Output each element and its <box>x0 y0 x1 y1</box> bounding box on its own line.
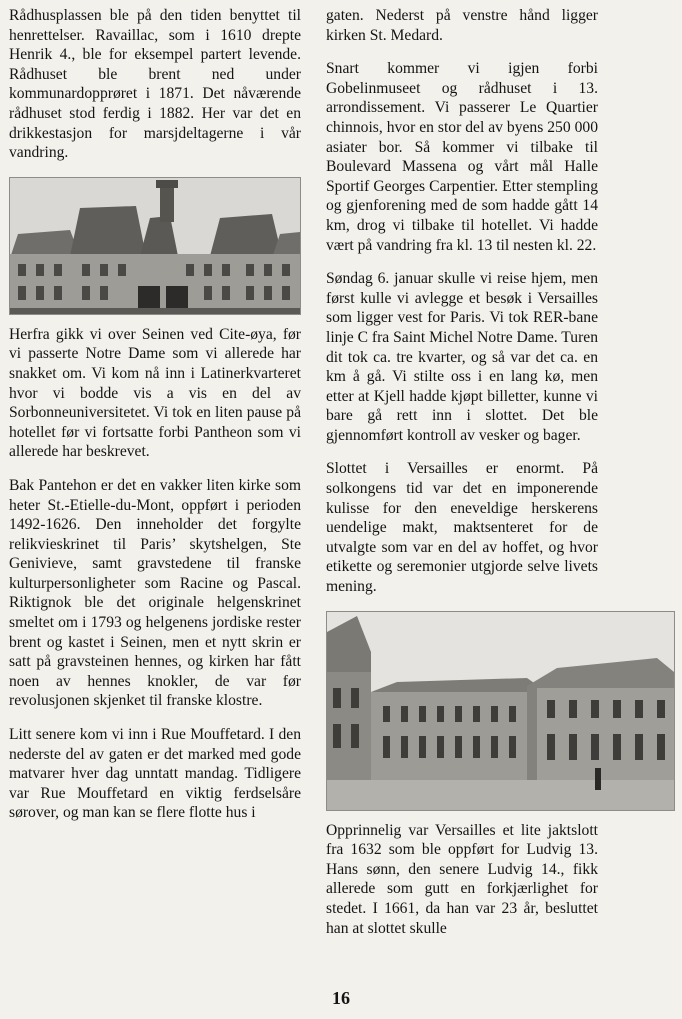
paragraph: Søndag 6. januar skulle vi reise hjem, men først kulle vi avlegge et besøk i Versailles som ligger vest for Paris. Vi tok RER-bane linje C fra Saint Michel Notre Dame. Turen dit tok ca. tre kvarter, og så var det ca. en km å gå. Vi stilte oss i en lang kø, men etter at Kjell hadde kjøpt billetter, kunne vi bare gå rett inn i slottet. Det ble gjennomført kontroll av vesker og bager. <box>326 270 598 444</box>
hotel-de-ville-photo <box>9 177 301 315</box>
paragraph: Opprinnelig var Versailles et lite jaktslott fra 1632 som ble oppført for Ludvig 13. Hans sønn, den senere Ludvig 14., fikk allerede som gutt en forkjærlighet for stedet. I 1661, da han var 23 år, besluttet han at slottet skulle <box>326 821 598 937</box>
right-column <box>326 6 598 952</box>
paragraph: Litt senere kom vi inn i Rue Mouffetard. I den nederste del av gaten er det marked med gode matvarer hver dag unntatt mandag. Tidligere var Rue Mouffetard en viktig ferdselsåre sørover, og man kan se flere flotte hus i <box>9 726 301 822</box>
left-column <box>9 6 301 837</box>
paragraph: Bak Pantehon er det en vakker liten kirke som heter St.-Etielle-du-Mont, oppført i perioden 1492-1626. Den inneholder det forgylte relikvieskrinet til Paris’ skytshelgen, Ste Genivieve, samt gravstedene til franske kulturpersonligheter som Racine og Pascal. Riktignok ble det originale helgenskrinet smeltet om i 1793 og helgenens jordiske rester brent og kastet i Seinen, men et nytt skrin er satt på gravsteinen hennes, og kirken har fått noen av hennes knokler, de var før revolusjonen skjenket til franske klostre. <box>9 476 301 710</box>
paragraph: Slottet i Versailles er enormt. På solkongens tid var det en imponerende kulisse for den eneveldige herskerens uendelige makt, maktsenteret for de utvalgte som var en del av hoffet, og hvor etikette og seremonier utgjorde selve livets mening. <box>326 460 598 596</box>
versailles-photo <box>326 611 675 811</box>
paragraph: Snart kommer vi igjen forbi Gobelinmuseet og rådhuset i 13. arrondissement. Vi passerer Le Quartier chinnois, hvor en stor del av byens 250 000 asiater bor. Så kommer vi tilbake til Boulevard Massena og vårt mål Halle Sportif Georges Carpentier. Etter stempling og gjenforening med de som hadde gått 14 km, drog vi tilbake til hotellet. Vi hadde vært på vandring fra kl. 13 til nesten kl. 22. <box>326 60 598 254</box>
paragraph: Herfra gikk vi over Seinen ved Cite-øya, før vi passerte Notre Dame som vi allerede har snakket om. Vi kom nå inn i Latinerkvarteret hvor vi bodde vis a vis en del av Sorbonneuniversitetet. Vi tok en liten pause på hotellet før vi fortsatte forbi Pantheon som vi allerede har beskrevet. <box>9 325 301 461</box>
page-number: 16 <box>332 988 350 1008</box>
paragraph: gaten. Nederst på venstre hånd ligger kirken St. Medard. <box>326 7 598 44</box>
paragraph: Rådhusplassen ble på den tiden benyttet til henrettelser. Ravaillac, som i 1610 drepte Henrik 4., ble for eksempel partert levende. Rådhuset ble brent ned under kommunardopprøret i 1871. Det nåværende rådhuset stod ferdig i 1882. Her var det en drikkestasjon for marsjdeltagerne i vår vandring. <box>9 7 301 162</box>
